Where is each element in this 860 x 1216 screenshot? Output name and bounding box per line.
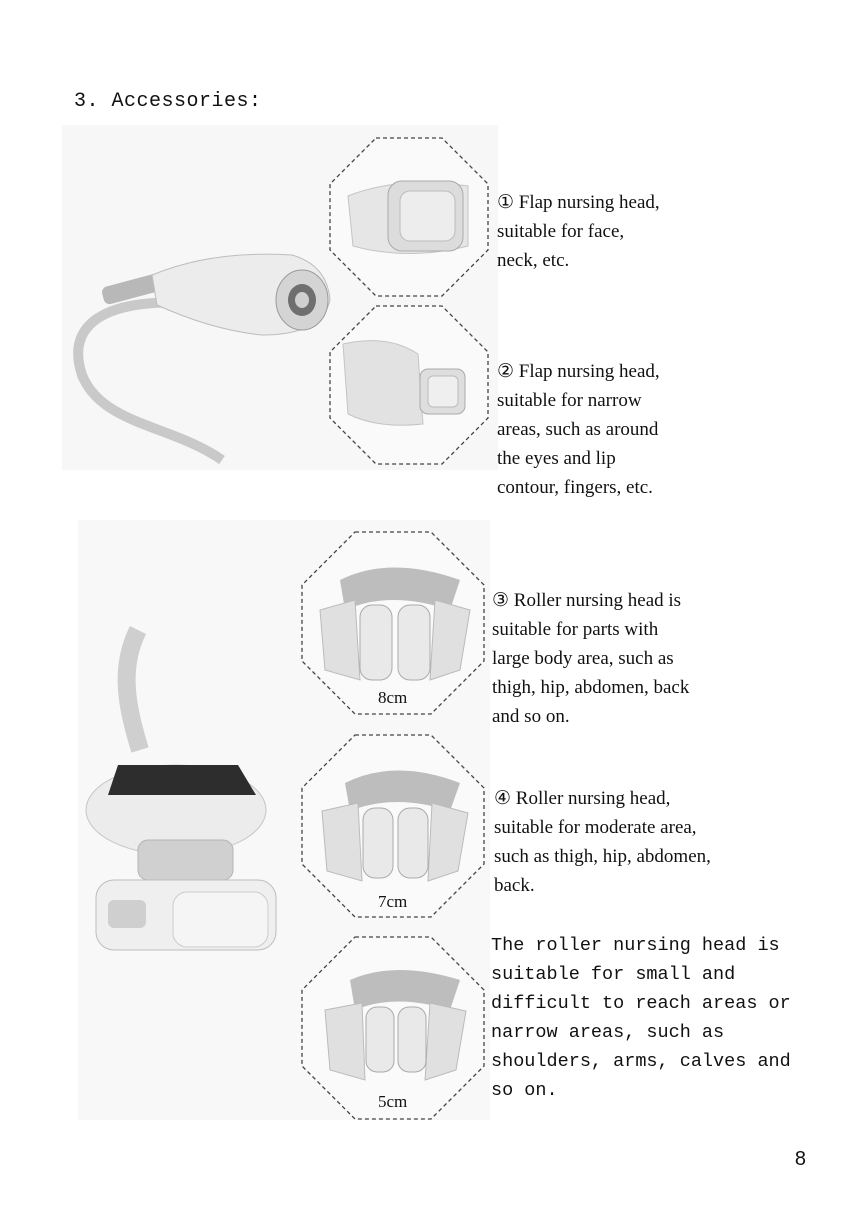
flap-head-1-image	[328, 136, 490, 298]
item-description-4: ④ Roller nursing head, suitable for moderate area, such as thigh, hip, abdomen, back.	[494, 788, 711, 896]
item-description-5: The roller nursing head is suitable for small and difficult to reach areas or narrow areas, such as shoulders, arms, calves and so on.	[491, 935, 791, 1101]
item-description-1: ① Flap nursing head, suitable for face, neck, etc.	[497, 192, 660, 271]
size-label-7cm: 7cm	[378, 892, 408, 911]
item-description-3: ③ Roller nursing head is suitable for parts with large body area, such as thigh, hip, abdomen, back and so on.	[492, 590, 690, 727]
page-number: 8	[794, 1148, 806, 1170]
section-heading: 3. Accessories:	[74, 90, 262, 113]
size-label-8cm: 8cm	[378, 688, 408, 707]
flap-head-2-image	[328, 304, 490, 466]
size-label-5cm: 5cm	[378, 1092, 408, 1111]
item-description-2: ② Flap nursing head, suitable for narrow areas, such as around the eyes and lip contour, fingers, etc.	[497, 361, 660, 498]
